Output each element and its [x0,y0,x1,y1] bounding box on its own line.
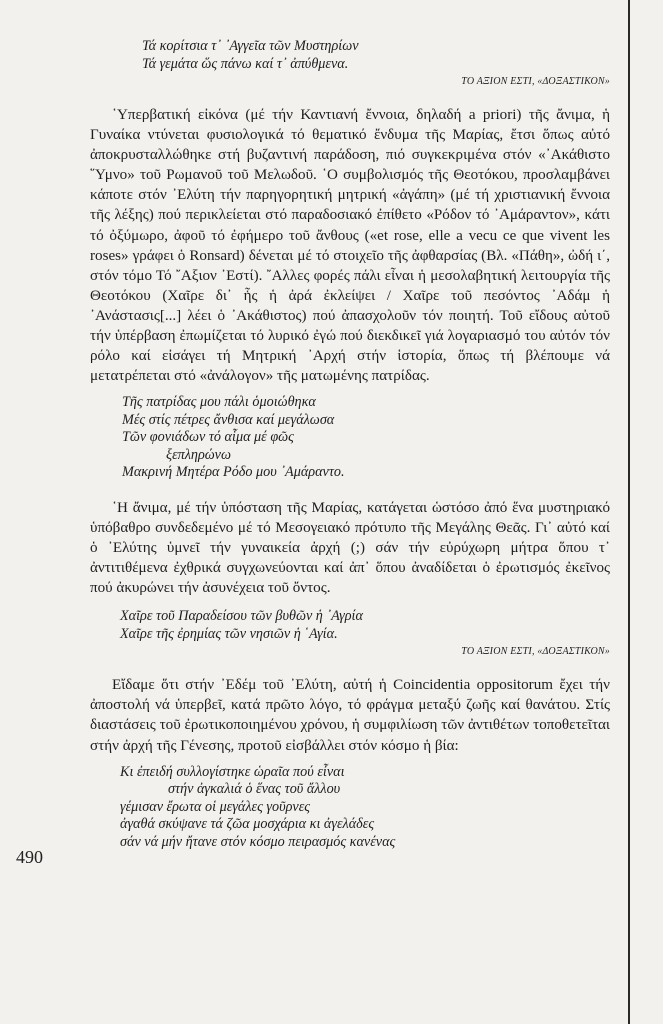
page-number: 490 [16,847,43,867]
verse-line: Χαῖρε τοῦ Παραδείσου τῶν βυθῶν ἡ ᾽Αγρία [120,608,363,625]
verse-line: Χαῖρε τῆς ἐρημίας τῶν νησιῶν ἡ ῾Αγία. [120,625,338,642]
verse-line: ἀγαθά σκύψανε τά ζῶα μοσχάρια κι ἀγελάδες [120,816,375,833]
verse-line: ξεπληρώνω [166,446,231,463]
verse-line: στήν ἀγκαλιά ὁ ἕνας τοῦ ἄλλου [168,781,341,798]
verse-line: Μές στίς πέτρες ἄνθισα καί μεγάλωσα [122,411,335,428]
margin-rule [628,0,630,1024]
verse-line: Τά γεμάτα ὥς πάνω καί τ᾽ ἀπύθμενα. [142,55,349,72]
body-paragraph: ῾Η ἄνιμα, μέ τήν ὑπόσταση τῆς Μαρίας, κατάγεται ὡστόσο ἀπό ἕνα μυστηριακό ὑπόβαθρο συνδεδεμένο μέ τό Μεσογειακό πρότυπο τῆς Μεγάλης Θεᾶς. Γι᾽ αὐτό καί ὁ ᾽Ελύτης ὑμνεῖ τήν γυναικεία ἀρχή (;) σάν τήν εὐρύχωρη μήτρα ὅπου τ᾽ ἀντιτιθέμενα ἐχθρικά συγχωνεύονται καί ἀπ᾽ ὅπου ἀναδίδεται ὁ ἐρωτισμός ἐκεῖνος πού ἀκυρώνει τήν ἀσυνέχεια τοῦ ὄντος. [90,499,610,597]
body-paragraph: ῾Υπερβατική εἰκόνα (μέ τήν Καντιανή ἔννοια, δηλαδή a priori) τῆς ἄνιμα, ἡ Γυναίκα ντύνεται φυσιολογικά τό θεματικό ἔνδυμα τῆς Μαρίας, ἔτσι ὅπως αὐτό ἀποκρυσταλλώθηκε στή βυζαντινή παράδοση, πιό συγκεκριμένα στόν «᾽Ακάθιστο ῞Υμνο» τοῦ Ρωμανοῦ τοῦ Μελωδοῦ. ῾Ο συμβολισμός τῆς Θεοτόκου, προσλαμβάνει κάποτε στόν ᾽Ελύτη τήν παρηγορητική μητρική «ἀγάπη» (μέ τή χριστιανική ἔννοια τῆς λέξης) πού περικλείεται στό παραδοσιακό ἐπίθετο «Ρόδον τό ᾽Αμάραντον», κάτι τό ὀξύμωρο, ἀφοῦ τό ἐφήμερο τοῦ ἄνθους («et rose, elle a vecu ce que vivent les roses» γράφει ὁ Ronsard) δένεται μέ τό στοιχεῖο τῆς ἀφθαρσίας (Βλ. «Πάθη», ὠδή ι΄, στόν τόμο Τό ῎Αξιον ᾽Εστί). ῎Αλλες φορές πάλι εἶναι ἡ μεσολαβητική λειτουργία τῆς Θεοτόκου (Χαῖρε δι᾽ ἧς ἡ ἀρά ἐκλείψει / Χαῖρε τοῦ πεσόντος ᾽Αδάμ ἡ ᾽Ανάστασις[...] λέει ὁ ᾽Ακάθιστος) πού ἀπασχολοῦν τόν ποιητή. Τοῦ εἴδους αὐτοῦ τήν ὑπέρβαση ἐπωμίζεται τό λυρικό ἐγώ πού διεκδικεῖ γιά λογαριασμό του αὐτόν τόν ρόλο καί εἰσάγει τή Μητρική ᾽Αρχή στήν ἱστορία, ὅπως τή βλέπουμε νά μετατρέπεται στό «ἀνάλογον» τῆς ματωμένης πατρίδας. [90,107,610,385]
verse-line: Τῆς πατρίδας μου πάλι ὁμοιώθηκα [122,394,316,411]
quoted-verse [120,608,610,643]
verse-line: Τῶν φονιάδων τό αἷμα μέ φῶς [122,429,294,446]
quoted-verse [122,394,610,482]
verse-line: Τά κορίτσια τ᾽ ᾽Αγγεῖα τῶν Μυστηρίων [142,38,359,54]
verse-line: γέμισαν ἔρωτα οἱ μεγάλες γοῦρνες [120,798,311,815]
verse-attribution: ΤΟ ΑΞΙΟΝ ΕΣΤΙ, «ΔΟΞΑΣΤΙΚΟΝ» [461,646,610,658]
verse-line: Κι ἐπειδή συλλογίστηκε ὡραῖα πού εἶναι [120,763,345,780]
quoted-verse [120,764,610,852]
body-paragraph: Εἴδαμε ὅτι στήν ᾽Εδέμ τοῦ ᾽Ελύτη, αὐτή ἡ Coincidentia oppositorum ἔχει τήν ἀποστολή νά ὑπερβεῖ, κατά πρῶτο λόγο, τό φράγμα μεταξύ ζωῆς καί θανάτου. Στίς διαστάσεις τοῦ ἐρωτικοποιημένου χρόνου, ἡ συμφιλίωση τῶν ἀντιθέτων τοποθετεῖται στήν ἀρχή τῆς Γένεσης, προτοῦ εἰσβάλλει στόν κόσμο ἡ βία: [90,677,610,754]
verse-line: Μακρινή Μητέρα Ρόδο μου ᾽Αμάραντο. [122,464,345,481]
epigraph-attribution: ΤΟ ΑΞΙΟΝ ΕΣΤΙ, «ΔΟΞΑΣΤΙΚΟΝ» [461,76,610,87]
text-column [90,38,610,851]
verse-line: σάν νά μήν ἤτανε στόν κόσμο πειρασμός κανένας [120,833,396,850]
epigraph-verse [142,38,610,73]
